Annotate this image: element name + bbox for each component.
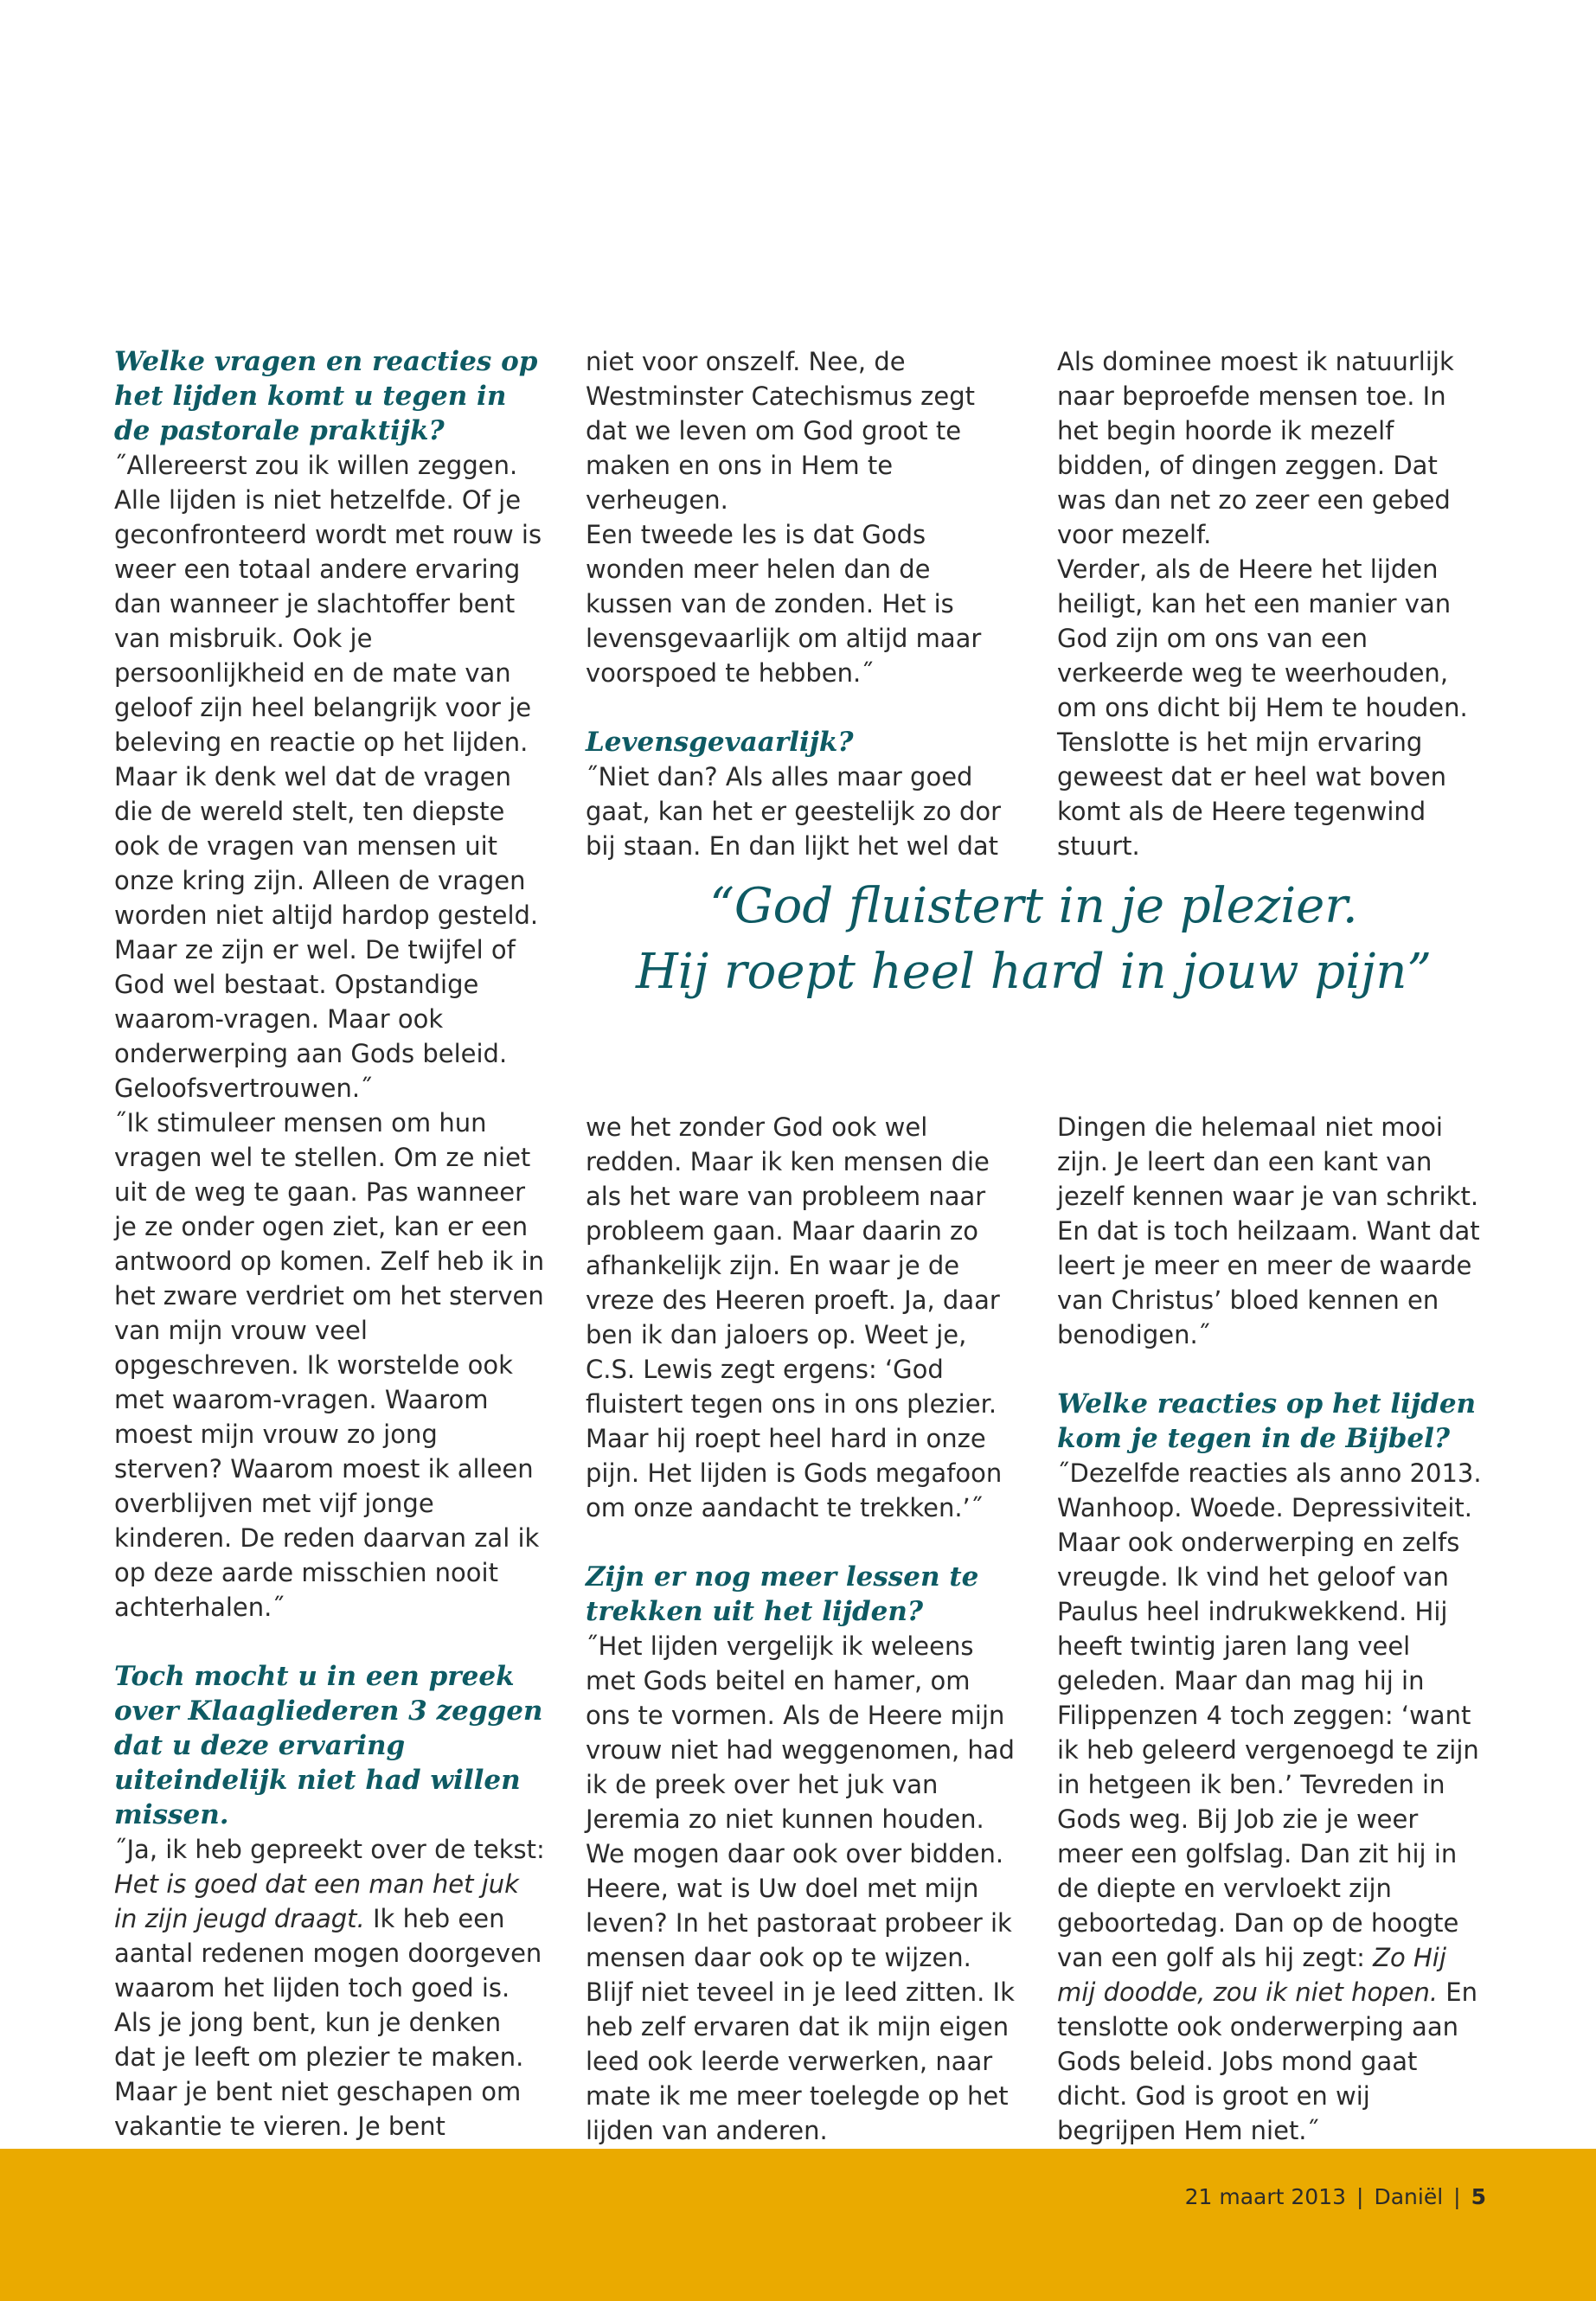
question-heading-lessen: Zijn er nog meer lessen te trekken uit het lijden? xyxy=(586,1561,979,1627)
folio xyxy=(1185,2184,1486,2209)
question-heading-klaagliederen: Toch mocht u in een preek over Klaagliederen 3 zeggen dat u deze ervaring uiteindelijk niet had willen missen. xyxy=(114,1661,543,1830)
answer-paragraph: ˝Ik stimuleer mensen om hun vragen wel te stellen. Om ze niet uit de weg te gaan. Pas wanneer je ze onder ogen ziet, kan er een antwoord op komen. Zelf heb ik in het zware verdriet om het sterven van mijn vrouw veel opgeschreven. Ik worstelde ook met waarom-vragen. Waarom moest mijn vrouw zo jong sterven? Waarom moest ik alleen overblijven met vijf jonge kinderen. De reden daarvan zal ik op deze aarde misschien nooit achterhalen.˝ xyxy=(114,1108,545,1622)
magazine-name: Daniël xyxy=(1374,2184,1444,2209)
answer-paragraph: Als dominee moest ik natuurlijk naar beproefde mensen toe. In het begin hoorde ik mezelf bidden, of dingen zeggen. Dat was dan net zo zeer een gebed voor mezelf. xyxy=(1057,347,1454,549)
folio-separator: | xyxy=(1356,2184,1364,2209)
bible-quote-text: Het is goed dat een man het juk in zijn jeugd draagt. xyxy=(114,1869,519,1933)
column-middle-top xyxy=(586,344,1018,863)
answer-paragraph: Verder, als de Heere het lijden heiligt, kan het een manier van God zijn om ons van een verkeerde weg te weerhouden, om ons dicht bij Hem te houden. xyxy=(1057,554,1468,722)
bible-quote-text: Zo Hij mij doodde, zou ik niet hopen. xyxy=(1057,1943,1446,2007)
pull-quote xyxy=(571,874,1497,1005)
answer-paragraph: Dingen die helemaal niet mooi zijn. Je leert dan een kant van jezelf kennen waar je van schrikt. En dat is toch heilzaam. Want dat leert je meer en meer de waarde van Christus’ bloed kennen en benodigen.˝ xyxy=(1057,1112,1480,1349)
page-number: 5 xyxy=(1471,2184,1486,2209)
answer-text: ˝Dezelfde reacties als anno 2013. Wanhoop. Woede. Depressiviteit. Maar ook onderwerping en zelfs vreugde. Ik vind het geloof van Paulus heel indrukwekkend. Hij heeft twintig jaren lang veel geleden. Maar dan mag hij in Filippenzen 4 toch zeggen: ‘want ik heb geleerd vergenoegd te zijn in hetgeen ik ben.’ Tevreden in Gods weg. Bij Job zie je weer meer een golfslag. Dan zit hij in de diepte en vervloekt zijn geboortedag. Dan op de hoogte van een golf als hij zegt: xyxy=(1057,1458,1482,1972)
answer-paragraph: ˝Niet dan? Als alles maar goed gaat, kan het er geestelijk zo dor bij staan. En dan lijkt het wel dat xyxy=(586,762,1002,861)
issue-date: 21 maart 2013 xyxy=(1184,2184,1347,2209)
answer-paragraph: Tenslotte is het mijn ervaring geweest dat er heel wat boven komt als de Heere tegenwind stuurt. xyxy=(1057,727,1447,861)
footer-band xyxy=(0,2149,1596,2301)
pull-quote-line: Hij roept heel hard in jouw pijn” xyxy=(635,944,1433,1000)
column-middle-bottom xyxy=(586,1110,1018,2148)
pull-quote-line: “God fluistert in je plezier. xyxy=(709,878,1358,934)
answer-paragraph: niet voor onszelf. Nee, de Westminster Catechismus zegt dat we leven om God groot te maken en ons in Hem te verheugen. xyxy=(586,347,975,515)
answer-text: ˝Ja, ik heb gepreekt over de tekst: xyxy=(114,1835,545,1864)
folio-separator: | xyxy=(1453,2184,1461,2209)
answer-paragraph: Een tweede les is dat Gods wonden meer helen dan de kussen van de zonden. Het is levensgevaarlijk om altijd maar voorspoed te hebben.˝ xyxy=(586,520,982,688)
question-heading-pastoral: Welke vragen en reacties op het lijden komt u tegen in de pastorale praktijk? xyxy=(114,346,538,446)
answer-paragraph: ˝Allereerst zou ik willen zeggen. Alle lijden is niet hetzelfde. Of je geconfronteerd wordt met rouw is weer een totaal andere ervaring dan wanneer je slachtoffer bent van misbruik. Ook je persoonlijkheid en de mate van geloof zijn heel belangrijk voor je beleving en reactie op het lijden. Maar ik denk wel dat de vragen die de wereld stelt, ten diepste ook de vragen van mensen uit onze kring zijn. Alleen de vragen worden niet altijd hardop gesteld. Maar ze zijn er wel. De twijfel of God wel bestaat. Opstandige waarom-vragen. Maar ook onderwerping aan Gods beleid. Geloofsvertrouwen.˝ xyxy=(114,451,542,1103)
column-right-top xyxy=(1057,344,1490,863)
column-right-bottom xyxy=(1057,1110,1490,2148)
answer-text: Ik heb een aantal redenen mogen doorgeven waarom het lijden toch goed is. Als je jong bent, kun je denken dat je leeft om plezier te maken. Maar je bent niet geschapen om vakantie te vieren. Je bent xyxy=(114,1904,542,2141)
answer-text: En tenslotte ook onderwerping aan Gods beleid. Jobs mond gaat dicht. God is groot en wij begrijpen Hem niet.˝ xyxy=(1057,1977,1477,2145)
question-heading-bijbel: Welke reacties op het lijden kom je tegen in de Bijbel? xyxy=(1057,1388,1477,1454)
column-left xyxy=(114,344,547,2247)
answer-paragraph: we het zonder God ook wel redden. Maar ik ken mensen die als het ware van probleem naar probleem gaan. Maar daarin zo afhankelijk zijn. En waar je de vreze des Heeren proeft. Ja, daar ben ik dan jaloers op. Weet je, C.S. Lewis zegt ergens: ‘God fluistert tegen ons in ons plezier. Maar hij roept heel hard in onze pijn. Het lijden is Gods megafoon om onze aandacht te trekken.’˝ xyxy=(586,1112,1003,1522)
question-heading-levensgevaarlijk: Levensgevaarlijk? xyxy=(586,727,854,758)
answer-paragraph xyxy=(1057,1456,1490,2148)
answer-paragraph: ˝Het lijden vergelijk ik weleens met Gods beitel en hamer, om ons te vormen. Als de Heere mijn vrouw niet had weggenomen, had ik de preek over het juk van Jeremia zo niet kunnen houden. We mogen daar ook over bidden. Heere, wat is Uw doel met mijn leven? In het pastoraat probeer ik mensen daar ook op te wijzen. Blijf niet teveel in je leed zitten. Ik heb zelf ervaren dat ik mijn eigen leed ook leerde verwerken, naar mate ik me meer toelegde op het lijden van anderen. xyxy=(586,1631,1015,2145)
